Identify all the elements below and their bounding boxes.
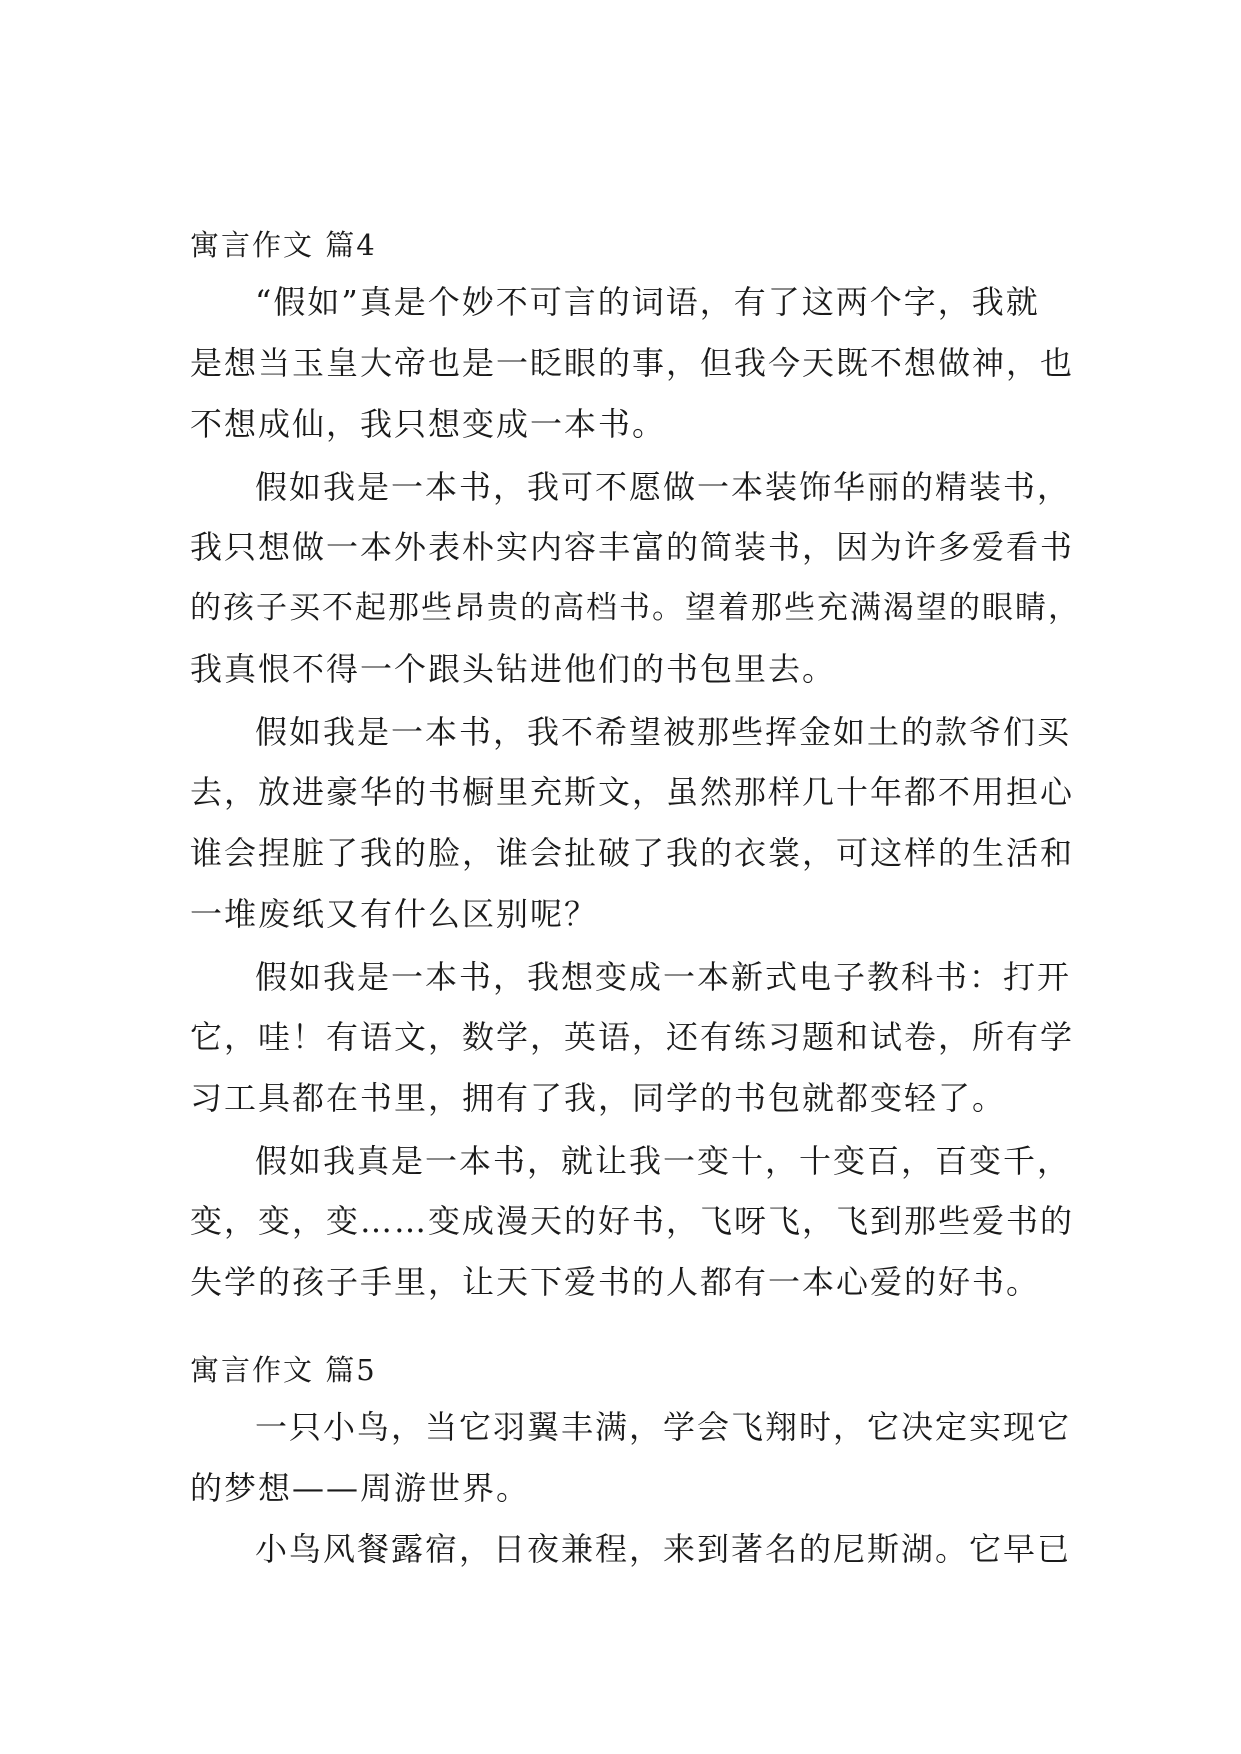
section-title-4: 寓言作文 篇4 <box>190 228 377 262</box>
text-line: 是想当玉皇大帝也是一眨眼的事，但我今天既不想做神，也 <box>190 344 1075 382</box>
text-line: 假如我是一本书，我可不愿做一本装饰华丽的精装书， <box>255 468 1072 506</box>
text-line: 假如我是一本书，我不希望被那些挥金如土的款爷们买 <box>255 713 1072 751</box>
text-line: 小鸟风餐露宿，日夜兼程，来到著名的尼斯湖。它早已 <box>255 1530 1072 1568</box>
text-line: 我只想做一本外表朴实内容丰富的简装书，因为许多爱看书 <box>190 528 1075 566</box>
text-line: 一只小鸟，当它羽翼丰满，学会飞翔时，它决定实现它 <box>255 1408 1072 1446</box>
text-line: 变，变，变……变成漫天的好书，飞呀飞，飞到那些爱书的 <box>190 1202 1075 1240</box>
text-line: 的梦想——周游世界。 <box>190 1469 531 1507</box>
text-line: 谁会捏脏了我的脸，谁会扯破了我的衣裳，可这样的生活和 <box>190 834 1075 872</box>
text-line: 一堆废纸又有什么区别呢？ <box>190 895 599 933</box>
text-line: 不想成仙，我只想变成一本书。 <box>190 405 667 443</box>
text-line: 假如我是一本书，我想变成一本新式电子教科书：打开 <box>255 958 1072 996</box>
text-line: “假如”真是个妙不可言的词语，有了这两个字，我就 <box>255 283 1040 321</box>
text-line: 习工具都在书里，拥有了我，同学的书包就都变轻了。 <box>190 1079 1007 1117</box>
text-line: 它，哇！有语文，数学，英语，还有练习题和试卷，所有学 <box>190 1018 1075 1056</box>
text-line: 失学的孩子手里，让天下爱书的人都有一本心爱的好书。 <box>190 1263 1041 1301</box>
text-line: 的孩子买不起那些昂贵的高档书。望着那些充满渴望的眼睛， <box>190 590 1081 626</box>
text-line: 我真恨不得一个跟头钻进他们的书包里去。 <box>190 650 837 688</box>
text-line: 去，放进豪华的书橱里充斯文，虽然那样几十年都不用担心 <box>190 773 1075 811</box>
text-line: 假如我真是一本书，就让我一变十，十变百，百变千， <box>255 1142 1072 1180</box>
section-title-5: 寓言作文 篇5 <box>190 1353 377 1387</box>
